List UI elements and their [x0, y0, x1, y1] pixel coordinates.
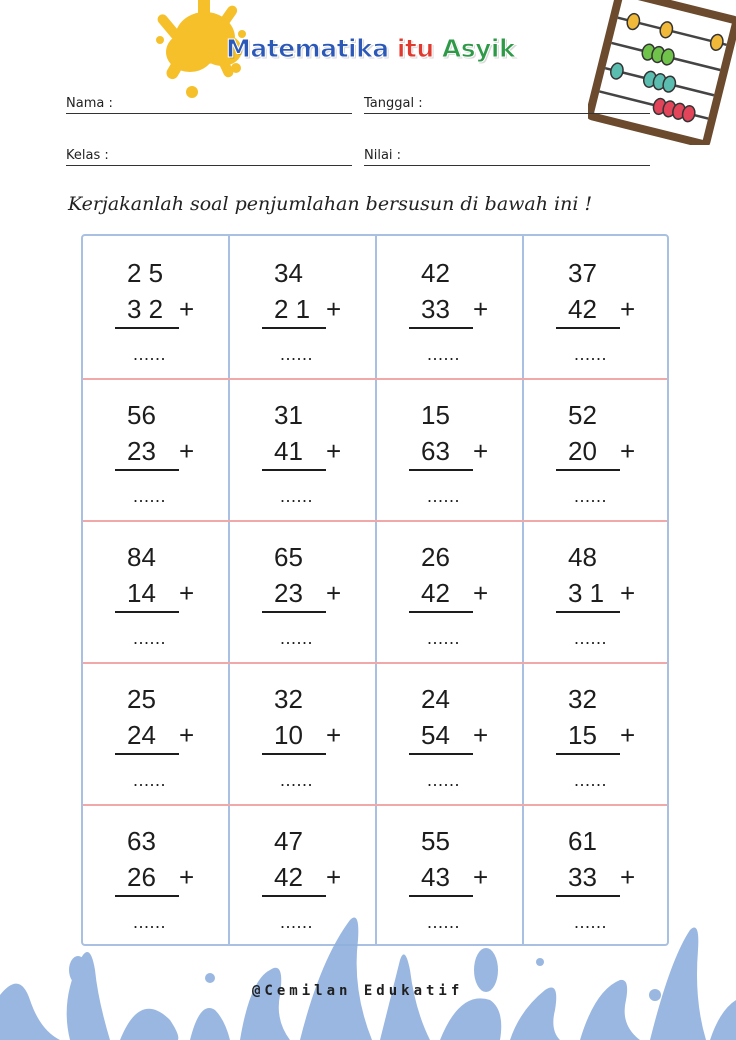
- plus-sign: +: [326, 720, 342, 750]
- second-addend: 26: [127, 862, 156, 892]
- score-label: Nilai :: [364, 148, 402, 163]
- plus-sign: +: [473, 436, 489, 466]
- sum-underline: [556, 753, 620, 755]
- first-addend: 63: [127, 826, 156, 856]
- first-addend: 24: [421, 684, 450, 714]
- water-splash-icon: [0, 900, 736, 1040]
- problem-cell: [377, 236, 524, 378]
- sum-underline: [262, 469, 326, 471]
- first-addend: 56: [127, 400, 156, 430]
- plus-sign: +: [179, 862, 195, 892]
- answer-blank[interactable]: ......: [427, 486, 461, 506]
- problems-grid: [81, 234, 669, 946]
- first-addend: 48: [568, 542, 597, 572]
- second-addend: 20: [568, 436, 597, 466]
- problem-cell: [230, 662, 377, 804]
- second-addend: 14: [127, 578, 156, 608]
- sum-underline: [115, 327, 179, 329]
- answer-blank[interactable]: ......: [574, 770, 608, 790]
- answer-blank[interactable]: ......: [280, 344, 314, 364]
- problem-cell: [230, 236, 377, 378]
- second-addend: 42: [568, 294, 597, 324]
- answer-blank[interactable]: ......: [280, 628, 314, 648]
- second-addend: 54: [421, 720, 450, 750]
- abacus-icon: [588, 0, 736, 145]
- first-addend: 55: [421, 826, 450, 856]
- first-addend: 47: [274, 826, 303, 856]
- sum-underline: [409, 753, 473, 755]
- plus-sign: +: [326, 294, 342, 324]
- answer-blank[interactable]: ......: [133, 912, 167, 932]
- answer-blank[interactable]: ......: [133, 770, 167, 790]
- first-addend: 2 5: [127, 258, 164, 288]
- name-field[interactable]: [66, 95, 352, 114]
- plus-sign: +: [473, 578, 489, 608]
- sum-underline: [556, 469, 620, 471]
- first-addend: 25: [127, 684, 156, 714]
- plus-sign: +: [326, 862, 342, 892]
- plus-sign: +: [620, 862, 636, 892]
- second-addend: 24: [127, 720, 156, 750]
- sum-underline: [262, 753, 326, 755]
- problem-cell: [83, 236, 230, 378]
- sum-underline: [262, 895, 326, 897]
- first-addend: 32: [568, 684, 597, 714]
- problem-cell: [524, 662, 671, 804]
- second-addend: 23: [274, 578, 303, 608]
- first-addend: 31: [274, 400, 303, 430]
- title-word-2: itu: [396, 34, 434, 63]
- sum-underline: [115, 895, 179, 897]
- sum-underline: [262, 327, 326, 329]
- problem-cell: [377, 520, 524, 662]
- sum-underline: [262, 611, 326, 613]
- problem-cell: [83, 378, 230, 520]
- sum-underline: [409, 327, 473, 329]
- first-addend: 32: [274, 684, 303, 714]
- page-title: [226, 34, 515, 63]
- answer-blank[interactable]: ......: [133, 486, 167, 506]
- second-addend: 3 1: [568, 578, 605, 608]
- title-word-1: Matematika: [226, 34, 389, 63]
- second-addend: 23: [127, 436, 156, 466]
- answer-blank[interactable]: ......: [133, 344, 167, 364]
- sum-underline: [409, 469, 473, 471]
- plus-sign: +: [473, 294, 489, 324]
- plus-sign: +: [326, 436, 342, 466]
- answer-blank[interactable]: ......: [574, 486, 608, 506]
- plus-sign: +: [179, 294, 195, 324]
- first-addend: 42: [421, 258, 450, 288]
- first-addend: 84: [127, 542, 156, 572]
- sum-underline: [556, 895, 620, 897]
- first-addend: 61: [568, 826, 597, 856]
- plus-sign: +: [620, 436, 636, 466]
- second-addend: 63: [421, 436, 450, 466]
- second-addend: 2 1: [274, 294, 311, 324]
- sum-underline: [556, 611, 620, 613]
- answer-blank[interactable]: ......: [427, 770, 461, 790]
- credit-text: @Cemilan Edukatif: [252, 983, 464, 999]
- plus-sign: +: [620, 720, 636, 750]
- class-field[interactable]: [66, 147, 352, 166]
- second-addend: 15: [568, 720, 597, 750]
- problem-cell: [83, 662, 230, 804]
- class-label: Kelas :: [66, 148, 109, 163]
- sum-underline: [409, 895, 473, 897]
- second-addend: 33: [421, 294, 450, 324]
- problem-cell: [230, 378, 377, 520]
- sum-underline: [115, 753, 179, 755]
- plus-sign: +: [620, 578, 636, 608]
- problem-cell: [524, 236, 671, 378]
- sum-underline: [115, 611, 179, 613]
- first-addend: 34: [274, 258, 303, 288]
- problem-cell: [230, 520, 377, 662]
- problem-cell: [83, 520, 230, 662]
- second-addend: 3 2: [127, 294, 164, 324]
- date-field[interactable]: [364, 95, 650, 114]
- answer-blank[interactable]: ......: [574, 628, 608, 648]
- second-addend: 33: [568, 862, 597, 892]
- instruction-text: Kerjakanlah soal penjumlahan bersusun di bawah ini !: [68, 193, 593, 215]
- plus-sign: +: [179, 720, 195, 750]
- first-addend: 26: [421, 542, 450, 572]
- sum-underline: [556, 327, 620, 329]
- problem-cell: [524, 378, 671, 520]
- answer-blank[interactable]: ......: [427, 344, 461, 364]
- plus-sign: +: [179, 578, 195, 608]
- answer-blank[interactable]: ......: [280, 486, 314, 506]
- name-label: Nama :: [66, 96, 113, 111]
- plus-sign: +: [473, 862, 489, 892]
- second-addend: 10: [274, 720, 303, 750]
- answer-blank[interactable]: ......: [133, 628, 167, 648]
- answer-blank[interactable]: ......: [427, 628, 461, 648]
- second-addend: 42: [274, 862, 303, 892]
- plus-sign: +: [473, 720, 489, 750]
- answer-blank[interactable]: ......: [280, 770, 314, 790]
- first-addend: 65: [274, 542, 303, 572]
- answer-blank[interactable]: ......: [280, 912, 314, 932]
- first-addend: 52: [568, 400, 597, 430]
- plus-sign: +: [620, 294, 636, 324]
- sum-underline: [409, 611, 473, 613]
- first-addend: 37: [568, 258, 597, 288]
- problem-cell: [524, 520, 671, 662]
- score-field[interactable]: [364, 147, 650, 166]
- first-addend: 15: [421, 400, 450, 430]
- answer-blank[interactable]: ......: [574, 344, 608, 364]
- second-addend: 41: [274, 436, 303, 466]
- answer-blank[interactable]: ......: [574, 912, 608, 932]
- second-addend: 42: [421, 578, 450, 608]
- answer-blank[interactable]: ......: [427, 912, 461, 932]
- date-label: Tanggal :: [364, 96, 423, 111]
- problem-cell: [377, 378, 524, 520]
- plus-sign: +: [179, 436, 195, 466]
- plus-sign: +: [326, 578, 342, 608]
- problem-cell: [377, 662, 524, 804]
- second-addend: 43: [421, 862, 450, 892]
- sum-underline: [115, 469, 179, 471]
- title-word-3: Asyik: [441, 34, 516, 63]
